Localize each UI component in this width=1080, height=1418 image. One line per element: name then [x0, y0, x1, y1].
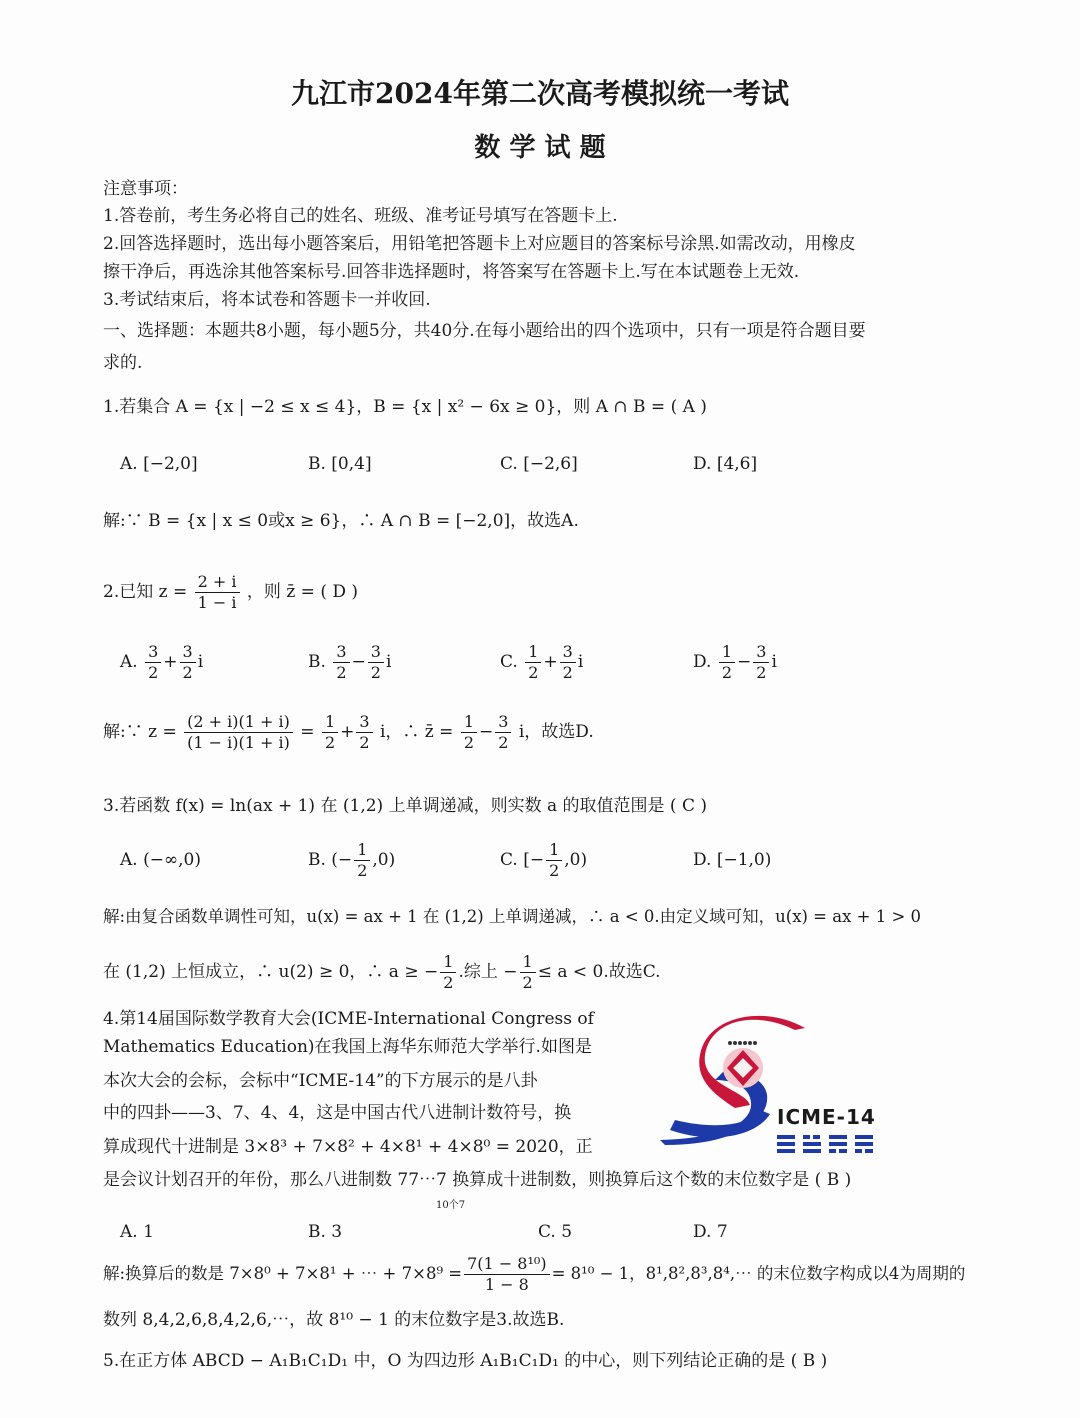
q3-b-den: 2 [357, 861, 368, 880]
q3-option-d: D. [−1,0) [693, 850, 772, 870]
q2-a-den2: 2 [182, 663, 193, 682]
q2-sol-f4n: 3 [495, 712, 511, 733]
q2-c-num2: 3 [560, 642, 576, 663]
q4-option-c: C. 5 [538, 1222, 573, 1242]
q3-c-pre: C. [− [500, 850, 545, 870]
q2-sol-num: (2 + i)(1 + i) [184, 712, 293, 733]
q1-stem: 1.若集合 A = {x | −2 ≤ x ≤ 4}，B = {x | x² − 6x ≥ 0}，则 A ∩ B = ( A ) [103, 397, 707, 417]
q4-brace-label: 10个7 [436, 1200, 466, 1211]
q2-option-b-label: B. [308, 652, 326, 672]
q3-sol2-post: ≤ a < 0.故选C. [537, 962, 661, 982]
q2-sol-eq: = [300, 722, 315, 742]
q2-c-den1: 2 [528, 663, 539, 682]
q4-line-2: Mathematics Education)在我国上海华东师范大学举行.如图是 [103, 1037, 592, 1057]
q4-line-6: 是会议计划召开的年份，那么八进制数 77⋯7 换算成十进制数，则换算后这个数的末位数字是 ( B ) [103, 1170, 852, 1190]
q4-sol1-pre: 解:换算后的数是 7×8⁰ + 7×8¹ + ⋯ + 7×8⁹ = [103, 1264, 463, 1283]
q4-sol1-den: 1 − 8 [484, 1275, 529, 1294]
q3-option-b [308, 838, 395, 882]
q2-stem-post: ，则 z̄ = ( D ) [246, 582, 359, 602]
q3-sol2-f1n: 1 [440, 952, 456, 973]
q2-sol-f1d: 2 [324, 733, 336, 752]
page-subtitle: 数 学 试 题 [474, 133, 606, 163]
q2-option-b [308, 640, 391, 684]
q2-sol-op2: − [479, 722, 494, 742]
q2-option-c-label: C. [500, 652, 518, 672]
q2-stem [103, 570, 358, 614]
q2-sol-op1: + [340, 722, 355, 742]
q4-line-4: 中的四卦——3、7、4、4，这是中国古代八进制计数符号，换 [103, 1103, 572, 1123]
q3-option-a: A. (−∞,0) [120, 850, 201, 870]
q2-a-i: i [197, 652, 204, 672]
notice-heading: 注意事项： [103, 179, 188, 199]
q4-option-d: D. 7 [693, 1222, 728, 1242]
q2-d-i: i [771, 652, 777, 672]
q2-b-den1: 2 [336, 663, 347, 682]
q1-option-a: A. [−2,0] [120, 454, 198, 474]
q3-b-num: 1 [354, 840, 370, 861]
q2-option-d-label: D. [693, 652, 712, 672]
q2-c-i: i [577, 652, 584, 672]
q2-b-i: i [385, 652, 392, 672]
notice-item-3: 3.考试结束后，将本试卷和答题卡一并收回. [103, 290, 431, 310]
q2-sol-den: (1 − i)(1 + i) [187, 733, 290, 752]
q2-d-den1: 2 [721, 663, 733, 682]
q2-fraction [195, 572, 240, 613]
q3-c-num: 1 [546, 840, 562, 861]
q2-a-num2: 3 [180, 642, 196, 663]
q4-option-a: A. 1 [120, 1222, 154, 1242]
q3-c-post: ,0) [564, 850, 588, 870]
q3-sol2-pre: 在 (1,2) 上恒成立，∴ u(2) ≥ 0，∴ a ≥ − [103, 962, 439, 982]
q2-b-num1: 3 [333, 642, 349, 663]
q3-solution-1: 解:由复合函数单调性可知，u(x) = ax + 1 在 (1,2) 上单调递减，∴ a < 0.由定义域可知，u(x) = ax + 1 > 0 [103, 907, 922, 926]
q2-option-a [120, 640, 203, 684]
q2-b-num2: 3 [368, 642, 384, 663]
q3-option-c [500, 838, 587, 882]
icme-logo-text: ICME-14 [777, 1105, 876, 1129]
q3-solution-2 [103, 950, 661, 994]
q2-frac-num: 2 + i [195, 572, 240, 593]
section-heading-cont: 求的. [103, 353, 143, 373]
q2-c-op: + [543, 652, 558, 672]
q2-b-den2: 2 [370, 663, 381, 682]
notice-item-1: 1.答卷前，考生务必将自己的姓名、班级、准考证号填写在答题卡上. [103, 206, 618, 226]
q2-sol-f2n: 3 [356, 712, 372, 733]
q2-sol-mid: i，∴ z̄ = [379, 722, 454, 742]
q2-sol-f2d: 2 [359, 733, 370, 752]
q2-option-a-label: A. [120, 652, 138, 672]
q3-sol2-f2n: 1 [520, 952, 536, 973]
q4-sol1-post: = 8¹⁰ − 1，8¹,8²,8³,8⁴,⋯ 的末位数字构成以4为周期的 [551, 1264, 966, 1283]
q4-line-3: 本次大会的会标，会标中“ICME-14”的下方展示的是八卦 [103, 1071, 538, 1091]
q3-sol2-f1d: 2 [443, 973, 454, 992]
q2-a-num1: 3 [145, 642, 161, 663]
q2-frac-den: 1 − i [197, 593, 237, 612]
q2-c-num1: 1 [525, 642, 541, 663]
q1-option-b: B. [0,4] [308, 454, 372, 474]
icme-logo [655, 1010, 905, 1160]
q4-line-1: 4.第14届国际数学教育大会(ICME-International Congress of [103, 1009, 594, 1029]
q2-c-den2: 2 [562, 663, 573, 682]
q1-solution: 解:∵ B = {x | x ≤ 0或x ≥ 6}，∴ A ∩ B = [−2,0]，故选A. [103, 511, 579, 531]
q3-stem: 3.若函数 f(x) = ln(ax + 1) 在 (1,2) 上单调递减，则实数 a 的取值范围是 ( C ) [103, 796, 707, 816]
q3-b-post: ,0) [372, 850, 396, 870]
q3-sol2-mid: .综上 − [458, 962, 518, 982]
q2-sol-pre: 解:∵ z = [103, 722, 177, 742]
q3-sol2-f2d: 2 [522, 973, 533, 992]
icme-logo-graphic [655, 1010, 905, 1160]
q2-sol-f3d: 2 [463, 733, 475, 752]
q3-c-den: 2 [549, 861, 560, 880]
q2-d-op: − [737, 652, 752, 672]
q2-solution [103, 710, 594, 754]
q5-stem: 5.在正方体 ABCD − A₁B₁C₁D₁ 中，O 为四边形 A₁B₁C₁D₁ 的中心，则下列结论正确的是 ( B ) [103, 1351, 828, 1371]
q1-option-c: C. [−2,6] [500, 454, 578, 474]
notice-item-2: 2.回答选择题时，选出每小题答案后，用铅笔把答题卡上对应题目的答案标号涂黑.如需改动，用橡皮 [103, 234, 856, 254]
q4-solution-1 [103, 1252, 965, 1296]
q2-d-num2: 3 [753, 642, 769, 663]
q1-option-d: D. [4,6] [693, 454, 758, 474]
q2-stem-pre: 2.已知 z = [103, 582, 188, 602]
q4-sol1-num: 7(1 − 8¹⁰) [464, 1254, 549, 1275]
q3-b-pre: B. (− [308, 850, 353, 870]
q2-sol-f1n: 1 [322, 712, 338, 733]
q2-a-op: + [163, 652, 178, 672]
section-heading: 一、选择题：本题共8小题，每小题5分，共40分.在每小题给出的四个选项中，只有一项是符合题目要 [103, 321, 866, 341]
q2-option-d [693, 640, 777, 684]
q4-line-5: 算成现代十进制是 3×8³ + 7×8² + 4×8¹ + 4×8⁰ = 2020，正 [103, 1137, 593, 1157]
q4-option-b: B. 3 [308, 1222, 343, 1242]
q2-sol-end: i，故选D. [518, 722, 594, 742]
q2-d-den2: 2 [756, 663, 767, 682]
q2-sol-f4d: 2 [498, 733, 509, 752]
q2-d-num1: 1 [719, 642, 735, 663]
q4-solution-2: 数列 8,4,2,6,8,4,2,6,⋯，故 8¹⁰ − 1 的末位数字是3.故选B. [103, 1310, 565, 1330]
q2-b-op: − [351, 652, 366, 672]
q2-sol-f3n: 1 [461, 712, 477, 733]
page-title: 九江市2024年第二次高考模拟统一考试 [291, 77, 789, 110]
q2-option-c [500, 640, 583, 684]
q2-a-den1: 2 [148, 663, 159, 682]
notice-item-2-cont: 擦干净后，再选涂其他答案标号.回答非选择题时，将答案写在答题卡上.写在本试题卷上无效. [103, 262, 800, 282]
